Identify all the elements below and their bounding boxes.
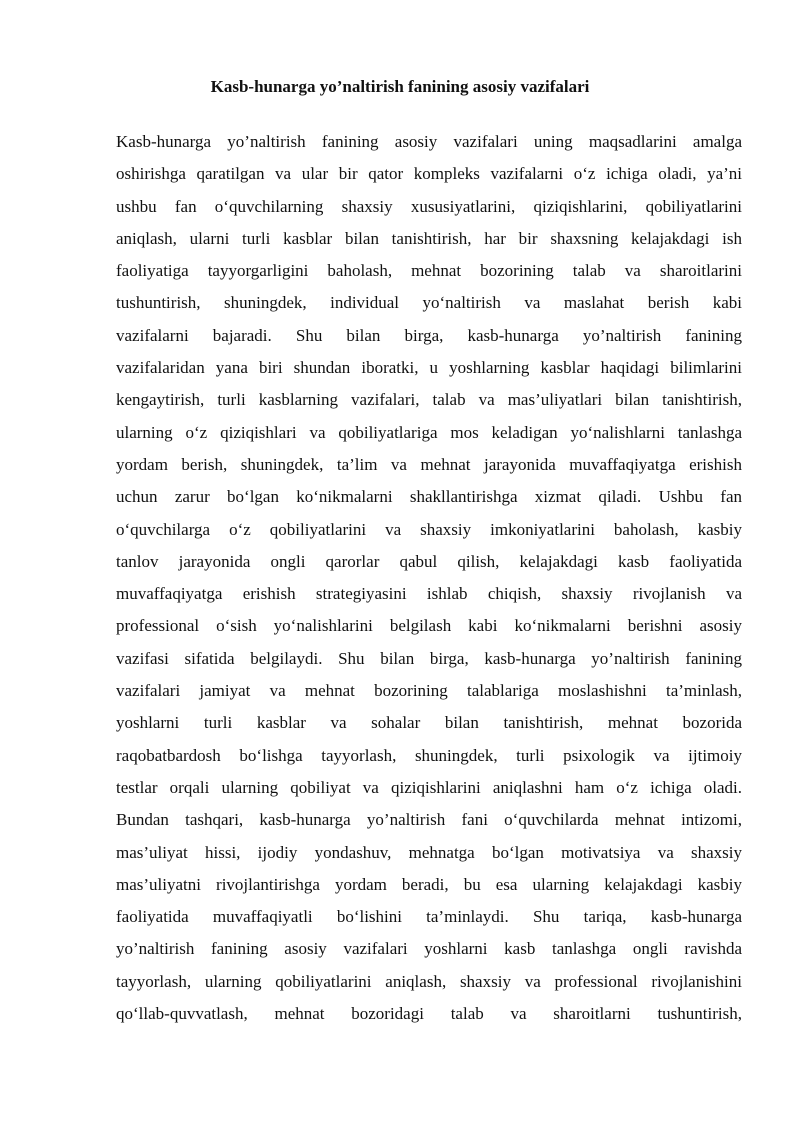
body-line: tayyorlash, ularning qobiliyatlarini aniqlash, shaxsiy va professional rivojlanishini [116,971,742,991]
body-line: vazifasi sifatida belgilaydi. Shu bilan birga, kasb-hunarga yo’naltirish fanining [116,648,742,668]
body-line: uchun zarur bo‘lgan ko‘nikmalarni shakllantirishga xizmat qiladi. Ushbu fan [116,487,742,507]
body-line: vazifalaridan yana biri shundan iboratki, u yoshlarning kasblar haqidagi bilimlarini [116,358,742,378]
body-line: muvaffaqiyatga erishish strategiyasini ishlab chiqish, shaxsiy rivojlanish va [116,584,742,604]
body-line: ushbu fan o‘quvchilarning shaxsiy xususiyatlarini, qiziqishlarini, qobiliyatlarini [116,196,742,216]
body-line: professional o‘sish yo‘nalishlarini belgilash kabi ko‘nikmalarni berishni asosiy [116,616,742,636]
body-line: ularning o‘z qiziqishlari va qobiliyatlariga mos keladigan yo‘nalishlarni tanlashga [116,422,742,442]
body-line: yoshlarni turli kasblar va sohalar bilan tanishtirish, mehnat bozorida [116,713,742,733]
body-line: faoliyatiga tayyorgarligini baholash, mehnat bozorining talab va sharoitlarini [116,261,742,281]
body-line: tushuntirish, shuningdek, individual yo‘naltirish va maslahat berish kabi [116,293,742,313]
body-line: qo‘llab-quvvatlash, mehnat bozoridagi talab va sharoitlarni tushuntirish, [116,1004,742,1024]
body-line: oshirishga qaratilgan va ular bir qator kompleks vazifalarni o‘z ichiga oladi, ya’ni [116,164,742,184]
body-line: testlar orqali ularning qobiliyat va qiziqishlarini aniqlashni ham o‘z ichiga oladi. [116,777,742,797]
body-line: kengaytirish, turli kasblarning vazifalari, talab va mas’uliyatlari bilan tanishtirish, [116,390,742,410]
body-line: mas’uliyatni rivojlantirishga yordam beradi, bu esa ularning kelajakdagi kasbiy [116,874,742,894]
body-line: Bundan tashqari, kasb-hunarga yo’naltirish fani o‘quvchilarda mehnat intizomi, [116,810,742,830]
body-line: raqobatbardosh bo‘lishga tayyorlash, shuningdek, turli psixologik va ijtimoiy [116,745,742,765]
document-title: Kasb-hunarga yo’naltirish fanining asosiy vazifalari [210,77,590,96]
body-line: o‘quvchilarga o‘z qobiliyatlarini va shaxsiy imkoniyatlarini baholash, kasbiy [116,519,742,539]
body-line: Kasb-hunarga yo’naltirish fanining asosiy vazifalari uning maqsadlarini amalga [116,132,742,151]
document-body [116,126,742,1030]
body-line: yordam berish, shuningdek, ta’lim va mehnat jarayonida muvaffaqiyatga erishish [116,454,742,474]
body-line: mas’uliyat hissi, ijodiy yondashuv, mehnatga bo‘lgan motivatsiya va shaxsiy [116,842,742,862]
body-line: vazifalarni bajaradi. Shu bilan birga, kasb-hunarga yo’naltirish fanining [116,325,742,345]
body-line: yo’naltirish fanining asosiy vazifalari yoshlarni kasb tanlashga ongli ravishda [116,939,742,959]
body-line: vazifalari jamiyat va mehnat bozorining talablariga moslashishni ta’minlash, [116,681,742,701]
body-line: faoliyatida muvaffaqiyatli bo‘lishini ta’minlaydi. Shu tariqa, kasb-hunarga [116,907,742,927]
body-line: tanlov jarayonida ongli qarorlar qabul qilish, kelajakdagi kasb faoliyatida [116,551,742,571]
body-line: aniqlash, ularni turli kasblar bilan tanishtirish, har bir shaxsning kelajakdagi ish [116,228,742,248]
